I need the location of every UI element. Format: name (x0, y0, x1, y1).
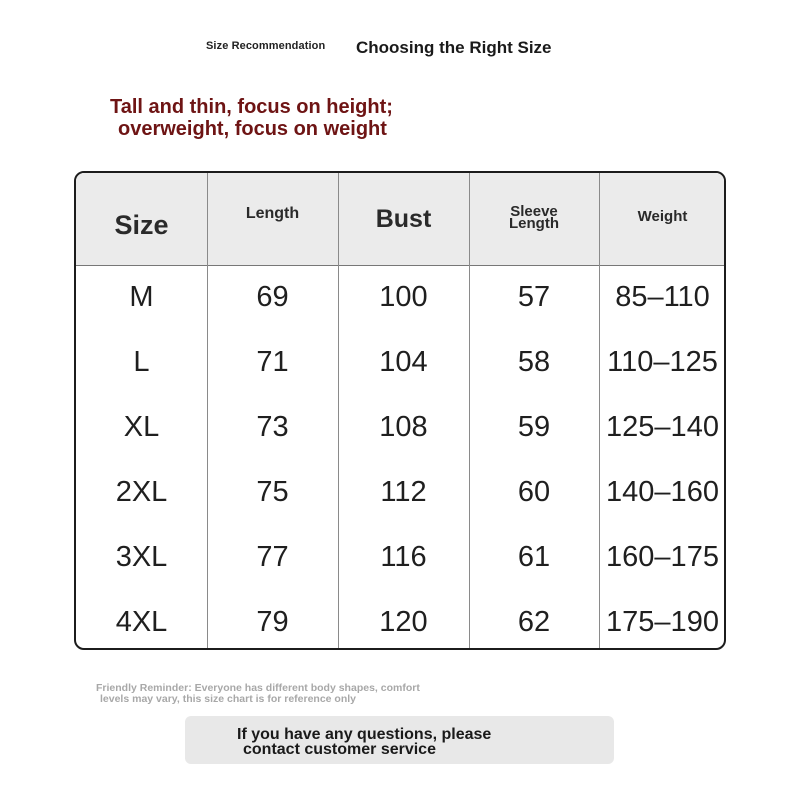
cell-sleeve: 62 (517, 606, 551, 638)
cell-size: XL (123, 411, 160, 443)
cell-length: 77 (256, 541, 289, 573)
friendly-reminder (96, 683, 420, 705)
cell-weight: 125–140 (606, 411, 719, 443)
header-sleeve-length (469, 173, 599, 265)
contact-line-2: contact customer service (243, 741, 436, 758)
cell-bust: 112 (380, 476, 427, 508)
size-advice-line-2: overweight, focus on weight (118, 118, 387, 140)
column-divider (469, 173, 470, 648)
friendly-reminder-line-2: levels may vary, this size chart is for reference only (100, 693, 357, 705)
header-size: Size (114, 209, 169, 240)
table-row (76, 330, 724, 395)
cell-sleeve: 58 (517, 346, 551, 378)
header-weight: Weight (637, 207, 688, 225)
cell-bust: 108 (379, 411, 428, 443)
table-header (76, 173, 724, 266)
table-row (76, 590, 724, 650)
cell-size: M (129, 281, 154, 313)
cell-weight: 160–175 (606, 541, 719, 573)
contact-line-1: If you have any questions, please (237, 726, 492, 743)
size-advice (110, 96, 393, 140)
cell-length: 75 (256, 476, 289, 508)
cell-sleeve: 61 (517, 541, 551, 573)
cell-sleeve: 59 (517, 411, 551, 443)
cell-length: 73 (256, 411, 289, 443)
cell-sleeve: 57 (517, 281, 551, 313)
size-advice-line-1: Tall and thin, focus on height; (110, 96, 393, 118)
cell-bust: 116 (380, 541, 427, 573)
table-row (76, 265, 724, 330)
header-bust: Bust (375, 204, 432, 233)
cell-bust: 104 (379, 346, 428, 378)
size-chart-table (74, 171, 726, 650)
cell-size: 2XL (115, 476, 168, 508)
cell-weight: 175–190 (606, 606, 719, 638)
cell-weight: 110–125 (607, 346, 718, 378)
friendly-reminder-line-1: Friendly Reminder: Everyone has different body shapes, comfort (96, 682, 420, 694)
cell-bust: 100 (379, 281, 428, 313)
contact-customer-service-box (185, 716, 614, 764)
page-title: Choosing the Right Size (356, 38, 552, 57)
cell-length: 71 (256, 346, 289, 378)
header-sleeve-line-2: Length (509, 215, 559, 232)
cell-weight: 140–160 (606, 476, 719, 508)
size-recommendation-label: Size Recommendation (206, 40, 326, 52)
cell-size: L (133, 346, 150, 378)
column-divider (207, 173, 208, 648)
column-divider (338, 173, 339, 648)
cell-length: 79 (256, 606, 289, 638)
header-sleeve-line-1: Sleeve (510, 203, 558, 220)
cell-bust: 120 (379, 606, 428, 638)
header-length: Length (245, 205, 300, 222)
table-row (76, 525, 724, 590)
table-body (76, 265, 724, 650)
table-row (76, 460, 724, 525)
cell-weight: 85–110 (615, 281, 710, 313)
column-divider (599, 173, 600, 648)
cell-length: 69 (256, 281, 289, 313)
cell-size: 3XL (115, 541, 168, 573)
cell-size: 4XL (115, 606, 168, 638)
table-row (76, 395, 724, 460)
cell-sleeve: 60 (517, 476, 551, 508)
